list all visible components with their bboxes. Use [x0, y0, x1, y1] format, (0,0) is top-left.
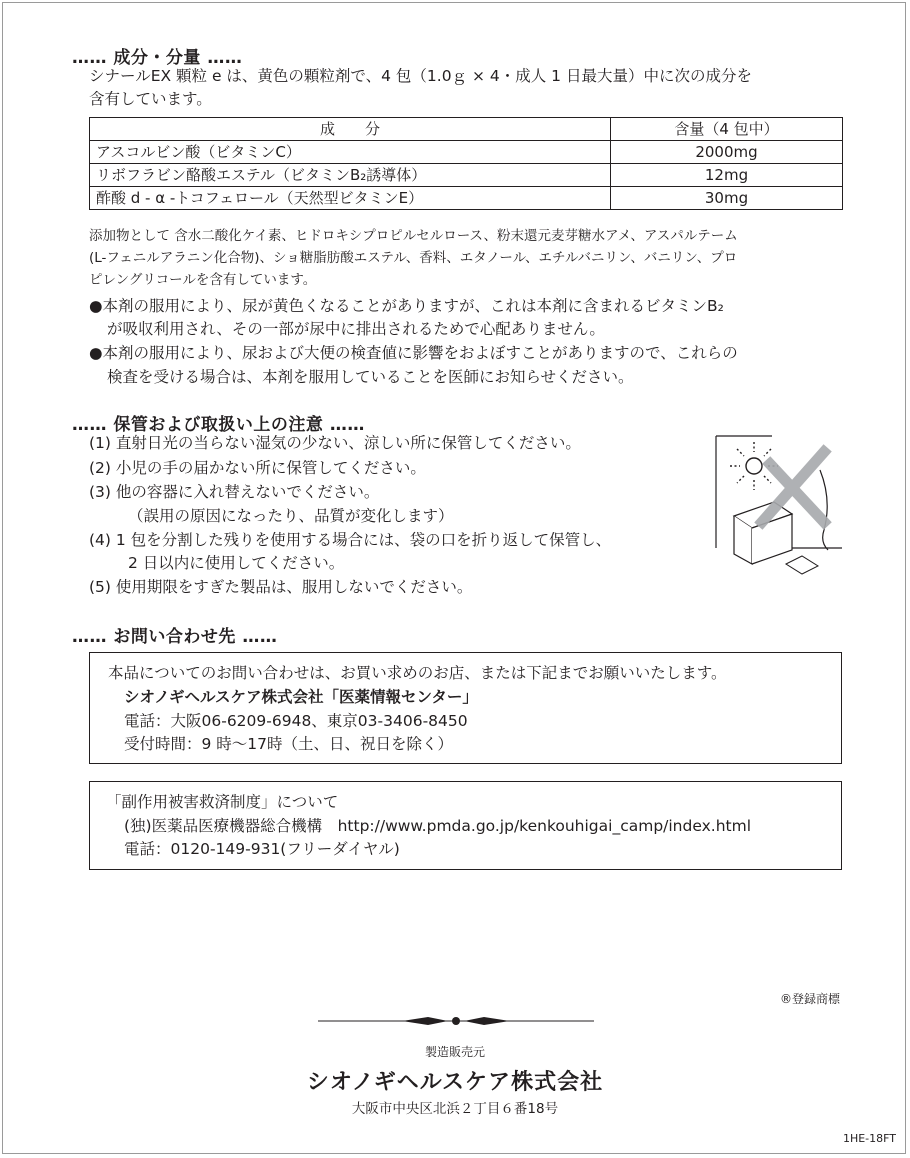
relief-box	[89, 781, 842, 870]
additives-text-2: (L-フェニルアラニン化合物)、ショ糖脂肪酸エステル、香料、エタノール、エチルバニリン、バニリン、プロ	[89, 250, 738, 266]
relief-title: 「副作用被害救済制度」について	[106, 793, 339, 811]
contact-heading: …… お問い合わせ先 ……	[72, 627, 278, 647]
contact-box	[89, 652, 842, 764]
storage-item-1: (1) 直射日光の当らない湿気の少ない、涼しい所に保管してください。	[89, 434, 581, 452]
contact-company: シオノギヘルスケア株式会社「医薬情報センター」	[124, 688, 478, 706]
table-row	[90, 164, 843, 187]
contact-intro: 本品についてのお問い合わせは、お買い求めのお店、または下記までお願いいたします。	[108, 664, 727, 682]
ingredient-name: 酢酸 d - α -トコフェロール（天然型ビタミンE）	[90, 187, 611, 210]
relief-org: (独)医薬品医療機器総合機構 http://www.pmda.go.jp/kenkouhigai_camp/index.html	[124, 817, 752, 835]
storage-item-3-note: （誤用の原因になったり、品質が変化します）	[128, 507, 454, 525]
table-header-ingredient: 成 分	[90, 118, 611, 141]
trademark-note: ®登録商標	[779, 992, 840, 1006]
no-sunlight-storage-icon	[712, 430, 844, 578]
product-code: 1HE-18FT	[842, 1132, 896, 1145]
ornament-divider-icon	[318, 1013, 594, 1029]
maker-label: 製造販売元	[424, 1045, 485, 1059]
ingredient-name: リボフラビン酪酸エステル（ビタミンB₂誘導体）	[90, 164, 611, 187]
table-header-amount: 含量（4 包中）	[611, 118, 843, 141]
storage-item-2: (2) 小児の手の届かない所に保管してください。	[89, 459, 426, 477]
note-vitamin-b2: ●本剤の服用により、尿が黄色くなることがありますが、これは本剤に含まれるビタミンB₂	[89, 297, 724, 315]
maker-address: 大阪市中央区北浜２丁目６番18号	[351, 1101, 559, 1117]
storage-item-5: (5) 使用期限をすぎた製品は、服用しないでください。	[89, 578, 473, 596]
table-row	[90, 141, 843, 164]
additives-text-3: ピレングリコールを含有しています。	[89, 272, 317, 288]
composition-heading: …… 成分・分量 ……	[72, 48, 243, 68]
contact-hours: 受付時間：9 時〜17時（土、日、祝日を除く）	[124, 735, 454, 753]
table-header-row	[90, 118, 843, 141]
storage-item-3: (3) 他の容器に入れ替えないでください。	[89, 483, 380, 501]
contact-phone: 電話：大阪06-6209-6948、東京03-3406-8450	[124, 712, 468, 730]
additives-text: 添加物として 含水二酸化ケイ素、ヒドロキシプロピルセルロース、粉末還元麦芽糖水アメ、アスパルテーム	[89, 228, 738, 244]
note-test-values: ●本剤の服用により、尿および大便の検査値に影響をおよぼすことがありますので、これらの	[89, 344, 738, 362]
ingredient-amount: 2000mg	[611, 141, 843, 164]
composition-intro-2: 含有しています。	[89, 90, 212, 108]
ingredient-amount: 30mg	[611, 187, 843, 210]
ingredient-name: アスコルビン酸（ビタミンC）	[90, 141, 611, 164]
note-test-values-2: 検査を受ける場合は、本剤を服用していることを医師にお知らせください。	[107, 368, 634, 386]
ingredients-table	[89, 117, 843, 210]
storage-item-4: (4) 1 包を分割した残りを使用する場合には、袋の口を折り返して保管し、	[89, 531, 612, 549]
storage-item-4-cont: 2 日以内に使用してください。	[128, 554, 345, 572]
table-row	[90, 187, 843, 210]
note-vitamin-b2-2: が吸収利用され、その一部が尿中に排出されるためで心配ありません。	[107, 320, 605, 338]
composition-intro: シナールEX 顆粒 e は、黄色の顆粒剤で、4 包（1.0ｇ × 4・成人 1 日最大量）中に次の成分を	[89, 67, 752, 85]
ingredient-amount: 12mg	[611, 164, 843, 187]
maker-company: シオノギヘルスケア株式会社	[306, 1070, 604, 1095]
storage-heading: …… 保管および取扱い上の注意 ……	[72, 415, 365, 435]
relief-phone: 電話：0120-149-931(フリーダイヤル)	[124, 840, 400, 858]
